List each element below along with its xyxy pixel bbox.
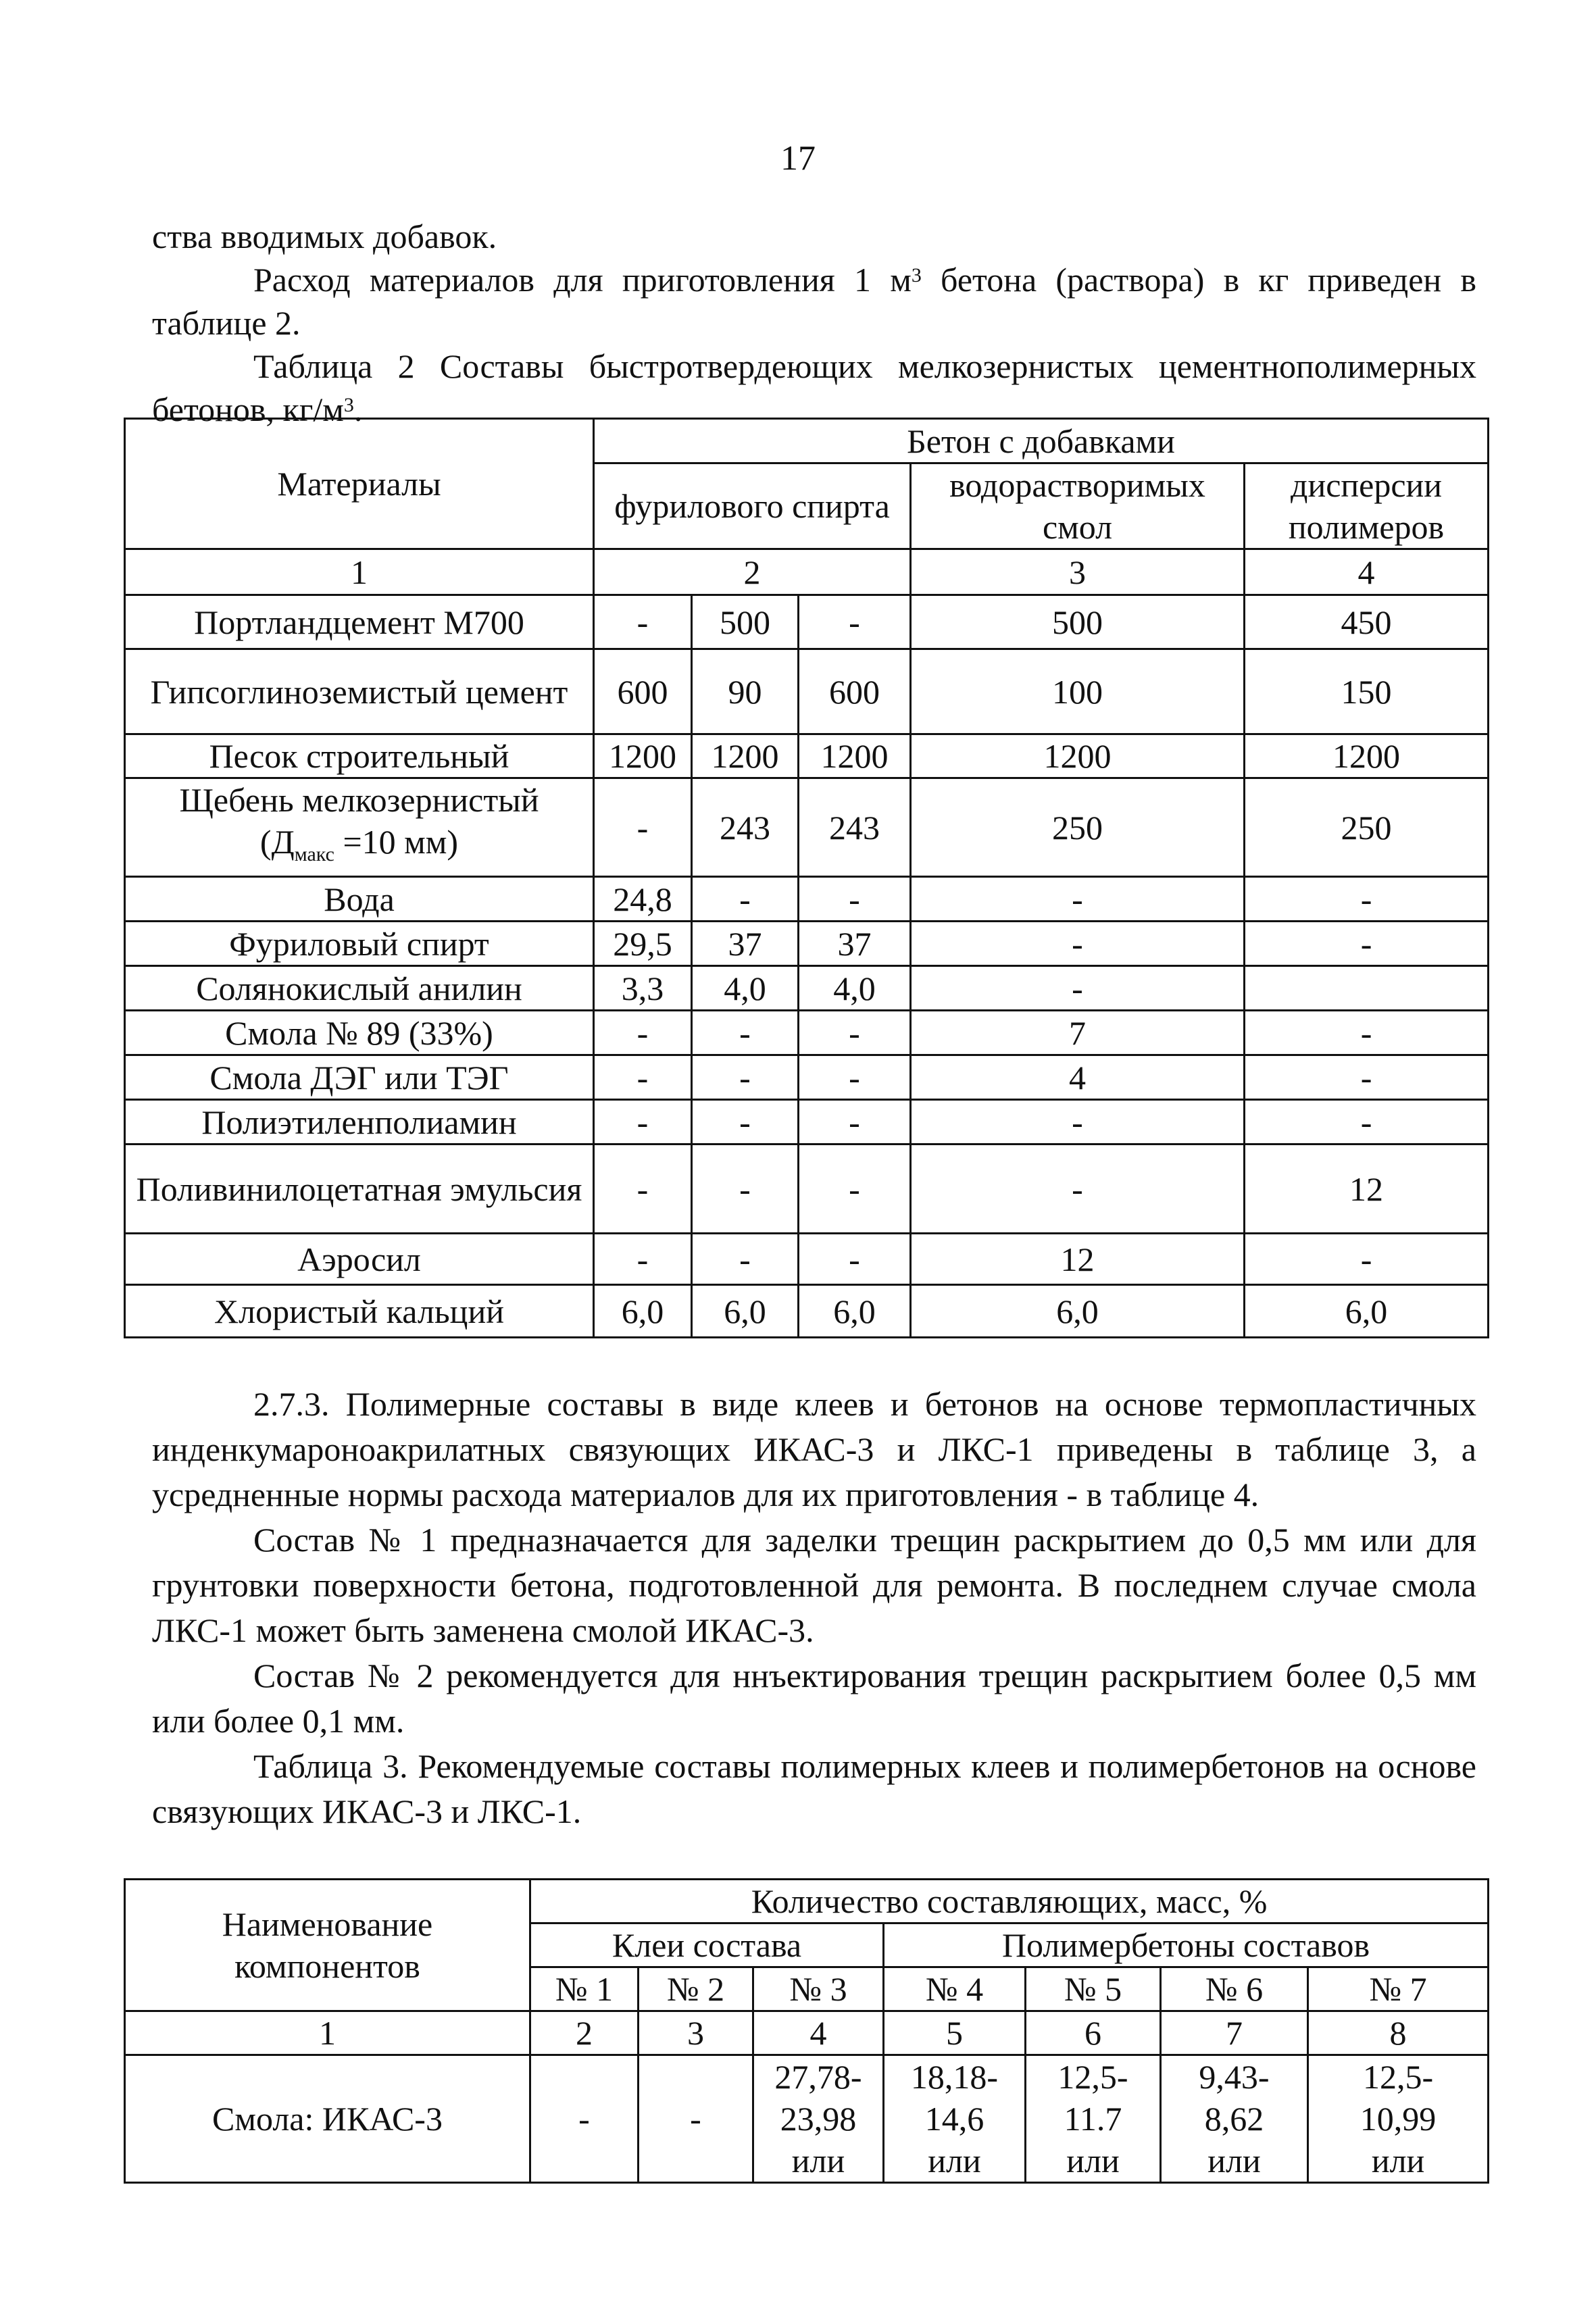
t3-header-n: № 6 xyxy=(1161,1967,1308,2011)
t2-cell: - xyxy=(911,966,1245,1011)
t2-cell: 12 xyxy=(1245,1145,1489,1234)
t2-cell: - xyxy=(1245,1011,1489,1055)
t2-cell: - xyxy=(594,1234,692,1285)
t2-cell: - xyxy=(692,1011,799,1055)
t2-cell: - xyxy=(799,877,911,922)
t2-cell: - xyxy=(1245,922,1489,966)
t3-num: 3 xyxy=(639,2011,753,2055)
t2-cell: 243 xyxy=(799,778,911,877)
t2-cell: - xyxy=(1245,877,1489,922)
t2-cell: 500 xyxy=(692,595,799,649)
t2-cell: 6,0 xyxy=(799,1285,911,1338)
t2-cell: 1200 xyxy=(692,734,799,778)
table-row xyxy=(125,966,1489,1011)
t2-header-furil: фурилового спирта xyxy=(594,463,911,549)
t2-header-materials: Материалы xyxy=(125,419,594,549)
t2-num: 1 xyxy=(125,549,594,595)
table-row xyxy=(125,778,1489,877)
t2-header-disp: дисперсии полимеров xyxy=(1245,463,1489,549)
t2-cell: - xyxy=(799,1100,911,1145)
t2-cell: - xyxy=(1245,1234,1489,1285)
table-row xyxy=(125,1145,1489,1234)
t3-header-polymer: Полимербетоны составов xyxy=(884,1923,1489,1967)
t2-cell-name: Солянокислый анилин xyxy=(125,966,594,1011)
t2-cell: - xyxy=(799,595,911,649)
t2-cell-name: Смола № 89 (33%) xyxy=(125,1011,594,1055)
t2-cell: 37 xyxy=(692,922,799,966)
t2-cell: 250 xyxy=(911,778,1245,877)
t3-header-name: Наименование компонентов xyxy=(125,1880,530,2011)
t3-cell: 12,5- 10,99 или xyxy=(1308,2055,1489,2183)
t2-header-water: водорастворимых смол xyxy=(911,463,1245,549)
t3-cell: - xyxy=(530,2055,639,2183)
t2-cell: - xyxy=(1245,1055,1489,1100)
table-row xyxy=(125,1055,1489,1100)
t3-num: 1 xyxy=(125,2011,530,2055)
t2-cell: 90 xyxy=(692,649,799,734)
t2-cell: 6,0 xyxy=(911,1285,1245,1338)
table-3 xyxy=(124,1878,1489,2184)
intro-paragraph-2: Расход материалов для приготовления 1 $м^3$ бетона (раствора) в кг приведен в таблице 2. xyxy=(152,261,1477,342)
page-number: 17 xyxy=(780,139,816,178)
t2-cell: - xyxy=(799,1145,911,1234)
t2-cell: 4,0 xyxy=(692,966,799,1011)
table2-caption: Таблица 2 Составы быстротвердеющих мелкозернистых цементнополимерных бетонов, $кг/м^3$. xyxy=(152,347,1476,428)
table-row xyxy=(125,734,1489,778)
t3-header-n: № 7 xyxy=(1308,1967,1489,2011)
table-row xyxy=(125,595,1489,649)
body-paragraph-1: 2.7.3. Полимерные составы в виде клеев и бетонов на основе термопластичных инденкумароноакрилатных связующих ИКАС-3 и ЛКС-1 приведены в таблице 3, а усредненные нормы расхода материалов для их приготовления - в таблице 4. xyxy=(152,1385,1476,1513)
t3-header-group: Количество составляющих, масс, % xyxy=(530,1880,1489,1923)
t3-num: 6 xyxy=(1026,2011,1161,2055)
t2-cell: 500 xyxy=(911,595,1245,649)
t2-cell: 4 xyxy=(911,1055,1245,1100)
t3-num: 4 xyxy=(753,2011,884,2055)
t3-num: 7 xyxy=(1161,2011,1308,2055)
table-row xyxy=(125,1234,1489,1285)
t2-cell: 1200 xyxy=(1245,734,1489,778)
t3-header-n: № 3 xyxy=(753,1967,884,2011)
t2-cell: - xyxy=(911,922,1245,966)
table3-caption: Таблица 3. Рекомендуемые составы полимерных клеев и полимербетонов на основе связующих ИКАС-3 и ЛКС-1. xyxy=(152,1747,1476,1830)
t2-cell: 243 xyxy=(692,778,799,877)
t2-cell: 6,0 xyxy=(1245,1285,1489,1338)
t2-header-group: Бетон с добавками xyxy=(594,419,1489,463)
t2-cell-name: Хлористый кальций xyxy=(125,1285,594,1338)
t3-cell: - xyxy=(639,2055,753,2183)
t2-cell: - xyxy=(692,877,799,922)
t3-header-n: № 1 xyxy=(530,1967,639,2011)
table-row xyxy=(125,922,1489,966)
t2-cell: - xyxy=(594,1011,692,1055)
table-row xyxy=(125,1100,1489,1145)
t3-cell: 9,43- 8,62 или xyxy=(1161,2055,1308,2183)
t2-cell: - xyxy=(692,1145,799,1234)
t2-cell: 1200 xyxy=(799,734,911,778)
t2-cell: 12 xyxy=(911,1234,1245,1285)
t2-cell: - xyxy=(799,1234,911,1285)
t2-cell: 1200 xyxy=(911,734,1245,778)
t2-cell: - xyxy=(594,1055,692,1100)
t2-cell: - xyxy=(799,1055,911,1100)
t2-cell: - xyxy=(594,1100,692,1145)
body-paragraph-2: Состав № 1 предназначается для заделки трещин раскрытием до 0,5 мм или для грунтовки поверхности бетона, подготовленной для ремонта. В последнем случае смола ЛКС-1 может быть заменена смолой ИКАС-3. xyxy=(152,1521,1476,1649)
t2-cell: - xyxy=(594,778,692,877)
t2-cell: - xyxy=(594,1145,692,1234)
table-row xyxy=(125,2055,1489,2183)
t2-cell: 29,5 xyxy=(594,922,692,966)
t2-cell-name: Поливинилоцетатная эмульсия xyxy=(125,1145,594,1234)
t2-cell-name: Смола ДЭГ или ТЭГ xyxy=(125,1055,594,1100)
t2-cell: 250 xyxy=(1245,778,1489,877)
t2-cell: 100 xyxy=(911,649,1245,734)
t2-cell: 1200 xyxy=(594,734,692,778)
t3-cell-name: Смола: ИКАС-3 xyxy=(125,2055,530,2183)
t3-cell: 18,18- 14,6 или xyxy=(884,2055,1026,2183)
table-2 xyxy=(124,418,1489,1338)
t3-cell: 27,78- 23,98 или xyxy=(753,2055,884,2183)
t2-cell: 37 xyxy=(799,922,911,966)
t3-header-n: № 4 xyxy=(884,1967,1026,2011)
t2-cell: 600 xyxy=(799,649,911,734)
table-row xyxy=(125,1011,1489,1055)
t2-cell: 4,0 xyxy=(799,966,911,1011)
t2-cell: - xyxy=(911,877,1245,922)
t2-cell: 3,3 xyxy=(594,966,692,1011)
t2-cell-name: Песок строительный xyxy=(125,734,594,778)
t2-cell-name: Щебень мелкозернистый ($Д_{макс} =10$ мм) xyxy=(125,778,594,877)
t3-header-n: № 2 xyxy=(639,1967,753,2011)
intro-line-1: ства вводимых добавок. xyxy=(152,218,497,255)
t2-cell xyxy=(1245,966,1489,1011)
t2-cell: - xyxy=(692,1234,799,1285)
t3-cell: 12,5- 11.7 или xyxy=(1026,2055,1161,2183)
t2-cell: - xyxy=(692,1100,799,1145)
body-text xyxy=(152,1382,1476,1834)
t2-cell: 7 xyxy=(911,1011,1245,1055)
t2-cell: 450 xyxy=(1245,595,1489,649)
t2-cell-name: Фуриловый спирт xyxy=(125,922,594,966)
t2-cell-name: Аэросил xyxy=(125,1234,594,1285)
t2-num: 2 xyxy=(594,549,911,595)
t2-cell-name: Вода xyxy=(125,877,594,922)
t2-num: 4 xyxy=(1245,549,1489,595)
t2-cell: 6,0 xyxy=(594,1285,692,1338)
t2-cell-name: Портландцемент М700 xyxy=(125,595,594,649)
t2-cell: - xyxy=(911,1100,1245,1145)
t2-cell-name: Гипсоглиноземистый цемент xyxy=(125,649,594,734)
t3-header-glues: Клеи состава xyxy=(530,1923,884,1967)
t2-cell-name: Полиэтиленполиамин xyxy=(125,1100,594,1145)
t2-cell: 24,8 xyxy=(594,877,692,922)
t2-cell: - xyxy=(799,1011,911,1055)
table-row xyxy=(125,877,1489,922)
t3-num: 5 xyxy=(884,2011,1026,2055)
t2-cell: 150 xyxy=(1245,649,1489,734)
t2-cell: - xyxy=(692,1055,799,1100)
t2-cell: - xyxy=(594,595,692,649)
t2-cell: 600 xyxy=(594,649,692,734)
table-row xyxy=(125,1285,1489,1338)
t3-num: 8 xyxy=(1308,2011,1489,2055)
body-paragraph-3: Состав № 2 рекомендуется для ннъектирования трещин раскрытием более 0,5 мм или более 0,1 мм. xyxy=(152,1657,1476,1740)
t3-num: 2 xyxy=(530,2011,639,2055)
intro-text xyxy=(152,215,1476,431)
t2-cell: - xyxy=(911,1145,1245,1234)
table-row xyxy=(125,649,1489,734)
t3-header-n: № 5 xyxy=(1026,1967,1161,2011)
t2-num: 3 xyxy=(911,549,1245,595)
t2-cell: 6,0 xyxy=(692,1285,799,1338)
t2-cell: - xyxy=(1245,1100,1489,1145)
